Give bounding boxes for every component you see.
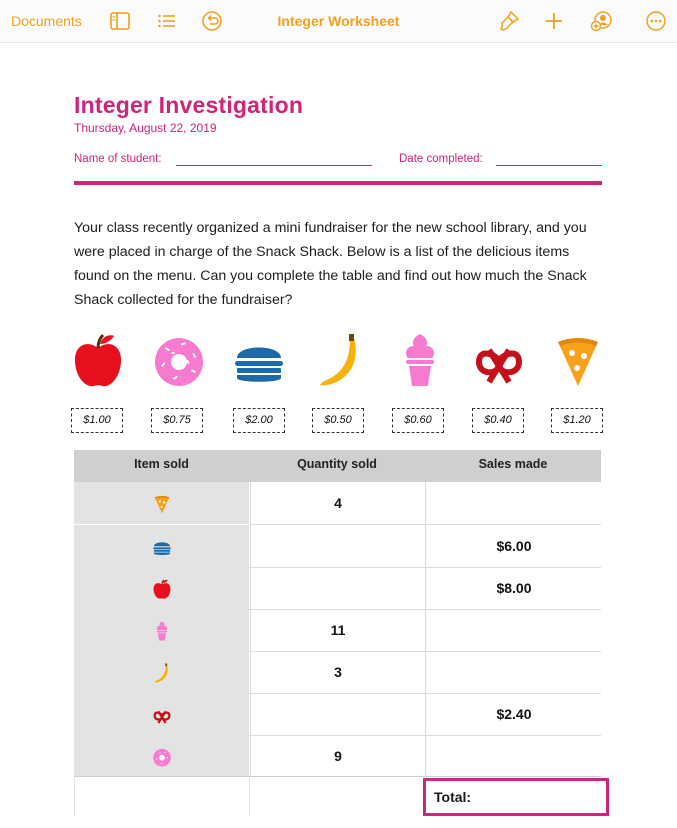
quantity-cell[interactable]: 11: [250, 609, 425, 651]
sidebar-icon[interactable]: [109, 10, 131, 32]
total-row-item-cell: [74, 778, 250, 816]
table-row: [74, 651, 601, 693]
price-tag-ice-cream: $0.60: [392, 408, 444, 433]
apple-icon: [151, 578, 173, 600]
sales-cell[interactable]: $2.40: [425, 693, 602, 735]
price-tag-donut: $0.75: [151, 408, 203, 433]
price-tag-pizza: $1.20: [551, 408, 603, 433]
banana-icon: [151, 662, 173, 684]
item-cell: [74, 693, 249, 735]
table-header: [74, 450, 601, 482]
list-icon[interactable]: [156, 10, 178, 32]
worksheet-title: Integer Investigation: [74, 92, 304, 118]
table-row: [74, 609, 601, 651]
item-cell: [74, 525, 249, 567]
sales-cell[interactable]: $8.00: [425, 567, 602, 609]
table-row: [74, 735, 601, 777]
pretzel-icon: [471, 330, 527, 390]
student-name-label: Name of student:: [74, 153, 162, 165]
sales-cell[interactable]: [425, 651, 602, 693]
quantity-cell[interactable]: [250, 567, 425, 609]
item-cell: [74, 651, 249, 693]
date-completed-field[interactable]: [496, 165, 602, 166]
plus-icon[interactable]: [543, 10, 565, 32]
date-completed-label: Date completed:: [399, 153, 483, 165]
quantity-cell[interactable]: 9: [250, 735, 425, 777]
sales-cell[interactable]: [425, 482, 602, 524]
student-name-field[interactable]: [176, 165, 372, 166]
donut-icon: [151, 746, 173, 768]
price-tag-banana: $0.50: [312, 408, 364, 433]
table-row: [74, 567, 601, 609]
table-row: [74, 482, 601, 524]
total-cell[interactable]: Total:: [423, 778, 609, 816]
sales-cell[interactable]: [425, 609, 602, 651]
quantity-cell[interactable]: [250, 693, 425, 735]
price-tag-burger: $2.00: [233, 408, 285, 433]
burger-icon: [231, 330, 287, 390]
price-tag-pretzel: $0.40: [472, 408, 524, 433]
format-brush-icon[interactable]: [498, 10, 520, 32]
quantity-cell[interactable]: 4: [250, 482, 425, 524]
total-row-quantity-cell: [249, 778, 424, 816]
header-quantity-sold: Quantity sold: [297, 457, 377, 471]
table-row: [74, 693, 601, 735]
ice-cream-icon: [392, 330, 448, 390]
donut-icon: [151, 330, 207, 390]
pizza-icon: [550, 330, 606, 390]
item-cell: [74, 609, 249, 651]
table-row: [74, 525, 601, 567]
burger-icon: [151, 536, 173, 558]
document-title: Integer Worksheet: [277, 13, 400, 29]
apple-icon: [70, 330, 126, 390]
sales-cell[interactable]: $6.00: [425, 525, 602, 567]
header-sales-made: Sales made: [478, 457, 548, 471]
worksheet-date: Thursday, August 22, 2019: [74, 121, 217, 135]
pizza-icon: [151, 493, 173, 515]
banana-icon: [312, 330, 368, 390]
documents-button[interactable]: Documents: [11, 13, 82, 29]
ice-cream-icon: [151, 620, 173, 642]
quantity-cell[interactable]: [250, 525, 425, 567]
item-cell: [74, 567, 249, 609]
collaborate-icon[interactable]: [591, 10, 613, 32]
header-item-sold: Item sold: [134, 457, 189, 471]
pretzel-icon: [151, 704, 173, 726]
more-icon[interactable]: [645, 10, 667, 32]
undo-icon[interactable]: [201, 10, 223, 32]
item-cell: [74, 482, 249, 524]
price-tag-apple: $1.00: [71, 408, 123, 433]
quantity-cell[interactable]: 3: [250, 651, 425, 693]
header-divider: [74, 181, 602, 185]
sales-cell[interactable]: [425, 735, 602, 777]
toolbar: [0, 0, 677, 43]
item-cell: [74, 735, 249, 777]
intro-paragraph: Your class recently organized a mini fundraiser for the new school library, and you were placed in charge of the Snack Shack. Below is a list of the delicious items found on the menu. Can you complete the table and find out how much the Snack Shack collected for the fundraiser?: [74, 220, 587, 308]
